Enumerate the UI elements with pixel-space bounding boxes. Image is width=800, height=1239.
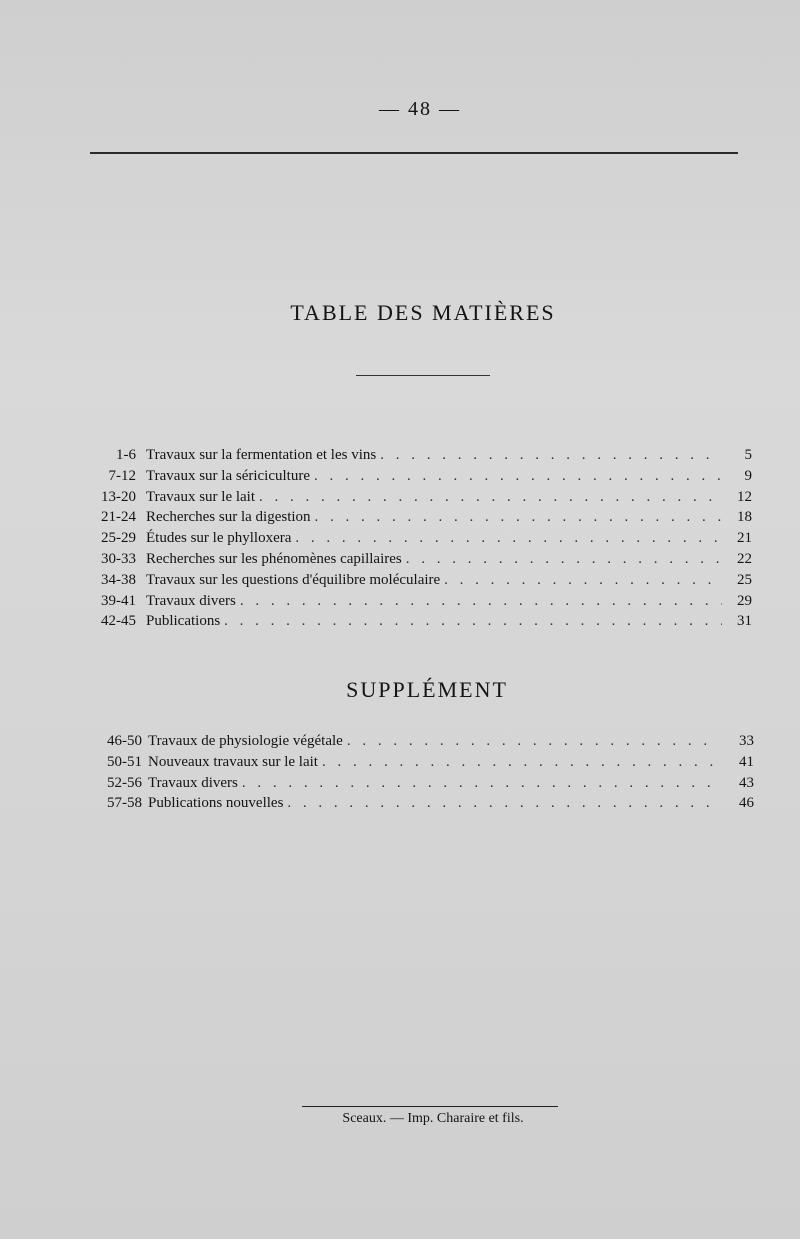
entry-page: 22 — [737, 550, 752, 567]
entry-range: 39-41 — [101, 592, 136, 609]
entry-title: Travaux sur les questions d'équilibre moléculaire — [146, 571, 441, 588]
toc-title: TABLE DES MATIÈRES — [290, 300, 556, 325]
entry-range: 50-51 — [107, 753, 142, 770]
toc-entry — [0, 611, 800, 632]
entry-range: 42-45 — [101, 613, 136, 630]
entry-page: 29 — [737, 592, 752, 609]
dot-leader — [242, 773, 718, 794]
dot-leader — [444, 570, 722, 591]
entry-title: Travaux divers — [146, 592, 236, 609]
entry-page: 18 — [737, 509, 752, 526]
entry-page: 21 — [737, 530, 752, 547]
entry-title: Recherches sur les phénomènes capillaires — [146, 550, 402, 567]
entry-range: 34-38 — [101, 571, 136, 588]
toc-entry — [0, 507, 800, 528]
toc-entry — [0, 591, 800, 612]
entry-title: Travaux sur le lait — [146, 488, 256, 505]
entry-title: Travaux divers — [148, 774, 238, 791]
entry-page: 5 — [744, 447, 752, 463]
toc-entry — [0, 445, 800, 466]
entry-range: 46-50 — [107, 733, 142, 749]
dot-leader — [315, 507, 722, 528]
entry-title: Études sur le phylloxera — [146, 530, 292, 547]
entry-title: Travaux de physiologie végétale — [148, 733, 343, 749]
entry-title: Travaux sur la fermentation et les vins — [146, 447, 377, 463]
dot-leader — [322, 752, 718, 773]
entry-page: 41 — [739, 753, 754, 770]
toc-entry — [0, 793, 800, 814]
entry-range: 1-6 — [116, 447, 136, 463]
entry-range: 30-33 — [101, 550, 136, 567]
toc-entry — [0, 731, 800, 752]
toc-entry — [0, 549, 800, 570]
entry-title: Nouveaux travaux sur le lait — [148, 753, 318, 770]
dot-leader — [240, 591, 722, 612]
entry-title: Publications nouvelles — [148, 795, 284, 812]
supplement-title: SUPPLÉMENT — [346, 677, 508, 702]
entry-range: 21-24 — [101, 509, 136, 526]
entry-page: 25 — [737, 571, 752, 588]
entry-range: 57-58 — [107, 795, 142, 812]
toc-entry — [0, 773, 800, 794]
entry-page: 9 — [744, 467, 752, 484]
entry-page: 43 — [739, 774, 754, 791]
printer-imprint: Sceaux. — Imp. Charaire et fils. — [342, 1111, 524, 1126]
entry-range: 52-56 — [107, 774, 142, 791]
dot-leader — [406, 549, 722, 570]
dot-leader — [259, 487, 722, 508]
dot-leader — [314, 466, 722, 487]
entry-page: 12 — [737, 488, 752, 505]
page-number: — 48 — — [379, 98, 461, 120]
toc-list — [0, 445, 800, 632]
dot-leader — [380, 445, 722, 466]
dot-leader — [347, 731, 718, 752]
entry-range: 25-29 — [101, 530, 136, 547]
dot-leader — [224, 611, 722, 632]
supplement-list — [0, 731, 800, 814]
entry-page: 31 — [737, 613, 752, 630]
entry-range: 13-20 — [101, 488, 136, 505]
header-rule — [90, 152, 738, 154]
entry-title: Publications — [146, 613, 221, 630]
dot-leader — [287, 793, 718, 814]
entry-page: 46 — [739, 795, 754, 812]
entry-title: Recherches sur la digestion — [146, 509, 311, 526]
title-rule — [356, 375, 490, 376]
toc-entry — [0, 570, 800, 591]
entry-page: 33 — [739, 733, 754, 749]
toc-entry — [0, 466, 800, 487]
entry-title: Travaux sur la sériciculture — [146, 467, 310, 484]
entry-range: 7-12 — [108, 467, 136, 484]
imprint-rule — [302, 1106, 558, 1107]
toc-entry — [0, 487, 800, 508]
toc-entry — [0, 752, 800, 773]
dot-leader — [295, 528, 722, 549]
toc-entry — [0, 528, 800, 549]
